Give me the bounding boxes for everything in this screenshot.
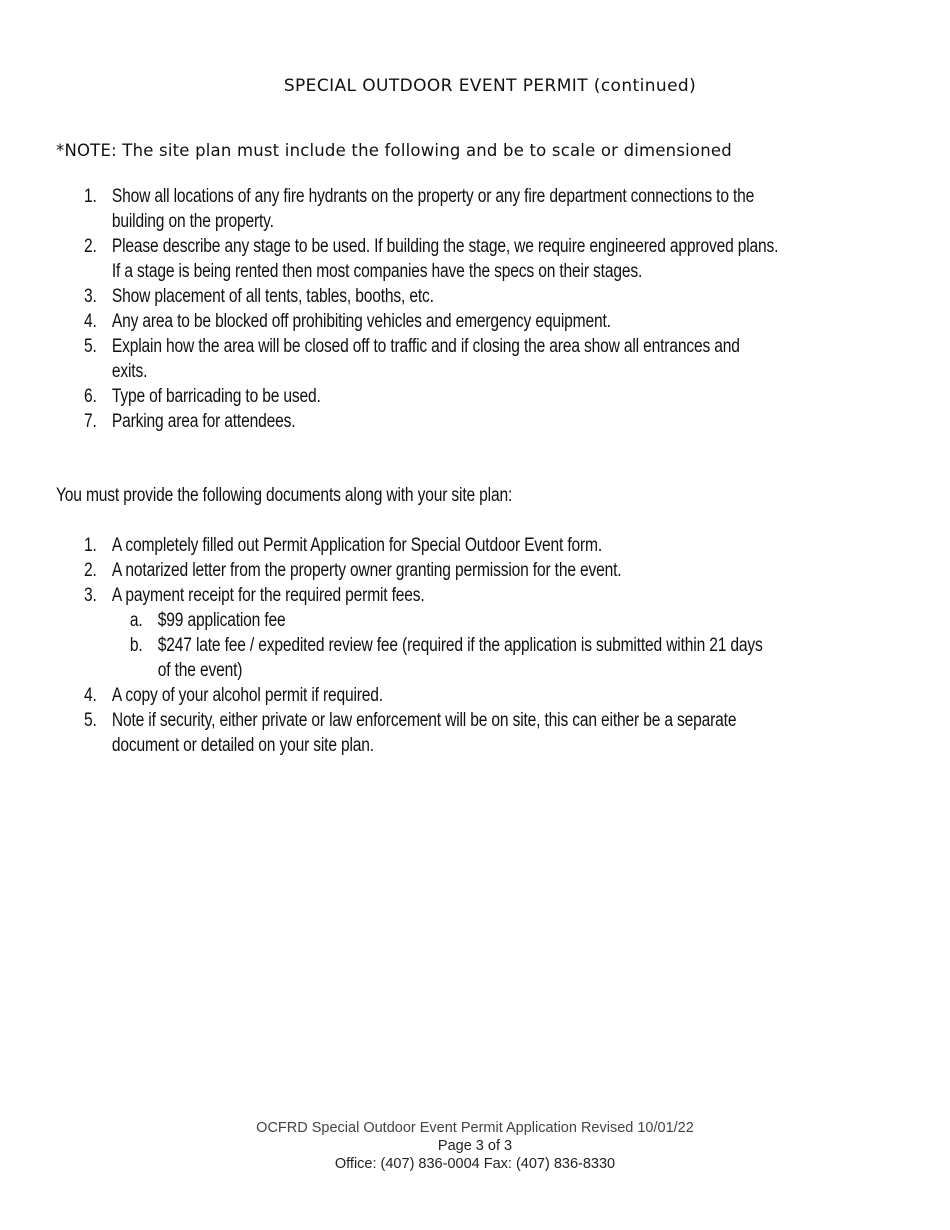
list-item <box>84 334 778 384</box>
list-item-text-line: If a stage is being rented then most companies have the specs on their stages. <box>111 261 643 282</box>
required-documents-list <box>84 533 763 758</box>
site-plan-requirements-list <box>84 184 778 434</box>
list-item <box>84 309 778 334</box>
list-item <box>84 234 778 284</box>
list-item-text-line: A notarized letter from the property owner granting permission for the event. <box>111 560 622 581</box>
list-item-number: b. <box>129 635 143 656</box>
list-item-number: 2. <box>84 560 97 581</box>
list-item-text-line: Type of barricading to be used. <box>111 386 321 407</box>
list-item <box>84 284 778 309</box>
list-item <box>84 184 778 234</box>
documents-intro: You must provide the following documents along with your site plan: <box>56 485 513 506</box>
list-item <box>84 583 763 683</box>
list-item <box>84 533 763 558</box>
list-item-number: 5. <box>84 710 97 731</box>
page-footer <box>0 1119 950 1173</box>
list-item-number: 1. <box>84 535 97 556</box>
list-item-text-line: building on the property. <box>111 211 274 232</box>
list-item-text-line: Show all locations of any fire hydrants on the property or any fire department connections to the <box>111 186 755 207</box>
list-item-text-line: Explain how the area will be closed off to traffic and if closing the area show all entrances and <box>111 336 740 357</box>
fee-sub-list <box>112 608 763 683</box>
list-item-number: 3. <box>84 286 97 307</box>
footer-revision: OCFRD Special Outdoor Event Permit Application Revised 10/01/22 <box>256 1120 694 1136</box>
footer-contact: Office: (407) 836-0004 Fax: (407) 836-8330 <box>334 1156 616 1172</box>
list-item-number: 7. <box>84 411 97 432</box>
list-item <box>84 708 763 758</box>
list-item-number: 3. <box>84 585 97 606</box>
list-item <box>84 683 763 708</box>
site-plan-note: *NOTE: The site plan must include the following and be to scale or dimensioned <box>56 141 732 160</box>
list-item-text-line: Any area to be blocked off prohibiting vehicles and emergency equipment. <box>111 311 611 332</box>
sub-list-item <box>84 608 763 633</box>
footer-page-number: Page 3 of 3 <box>437 1138 513 1154</box>
list-item-number: 4. <box>84 685 97 706</box>
list-item <box>84 384 778 409</box>
list-item-text-line: A copy of your alcohol permit if required. <box>111 685 383 706</box>
list-item-text-line: Parking area for attendees. <box>111 411 296 432</box>
list-item-number: a. <box>129 610 143 631</box>
list-item-text-line: Please describe any stage to be used. If building the stage, we require engineered approved plans. <box>111 236 779 257</box>
list-item-number: 2. <box>84 236 97 257</box>
sub-list-item <box>84 633 763 683</box>
list-item-text-line: exits. <box>111 361 148 382</box>
list-item-text-line: Note if security, either private or law enforcement will be on site, this can either be a separate <box>111 710 737 731</box>
list-item-text-line: of the event) <box>157 660 243 681</box>
list-item-text-line: Show placement of all tents, tables, booths, etc. <box>111 286 434 307</box>
list-item-number: 6. <box>84 386 97 407</box>
list-item-text-line: A payment receipt for the required permit fees. <box>111 585 425 606</box>
page-title: SPECIAL OUTDOOR EVENT PERMIT (continued) <box>283 76 697 96</box>
list-item-number: 4. <box>84 311 97 332</box>
list-item-number: 5. <box>84 336 97 357</box>
list-item-number: 1. <box>84 186 97 207</box>
list-item-text-line: A completely filled out Permit Application for Special Outdoor Event form. <box>111 535 603 556</box>
list-item-text-line: $247 late fee / expedited review fee (required if the application is submitted within 21 days <box>157 635 763 656</box>
list-item <box>84 409 778 434</box>
list-item-text-line: $99 application fee <box>157 610 286 631</box>
list-item <box>84 558 763 583</box>
list-item-text-line: document or detailed on your site plan. <box>111 735 374 756</box>
